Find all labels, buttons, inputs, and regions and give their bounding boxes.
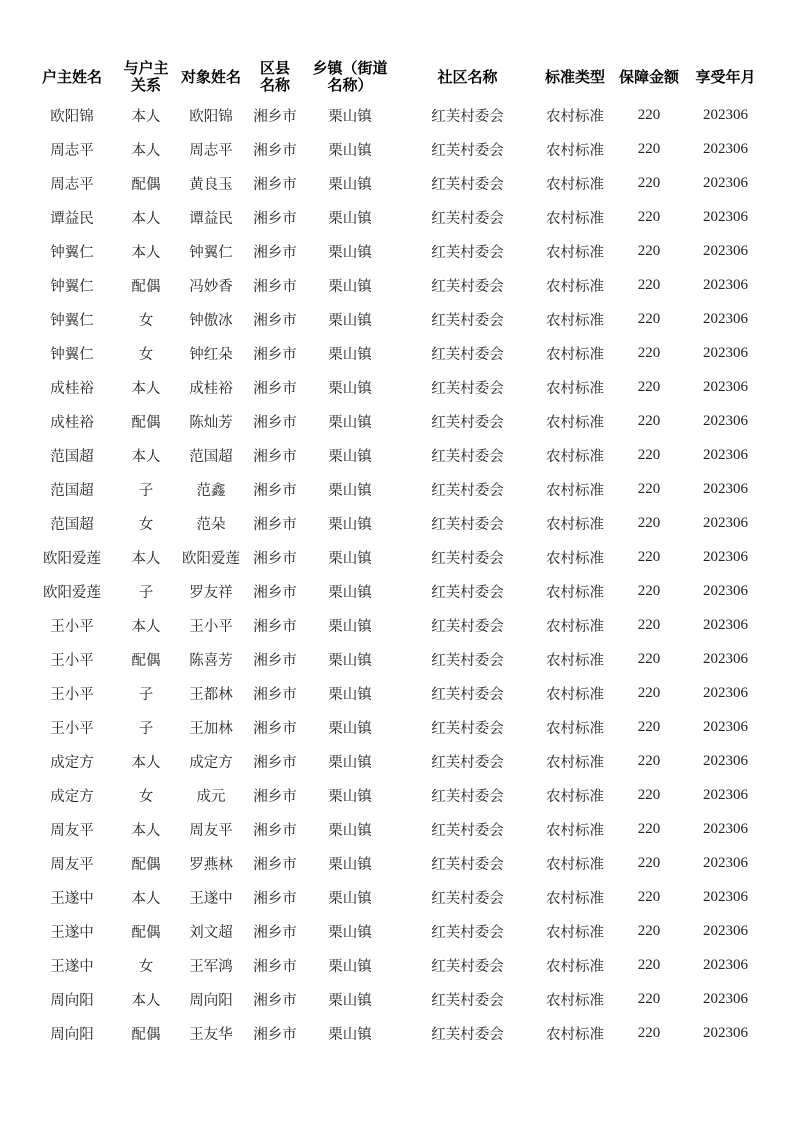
cell-community: 红芙村委会: [431, 1026, 504, 1043]
cell-recipient-name: 王友华: [189, 1026, 233, 1043]
cell-county: 湘乡市: [253, 482, 297, 499]
cell-township: 栗山镇: [328, 584, 372, 601]
cell-township: 栗山镇: [328, 822, 372, 839]
table-row: [24, 676, 768, 710]
table-row: [24, 608, 768, 642]
cell-recipient-name: 钟傲冰: [189, 312, 233, 329]
table-row: [24, 982, 768, 1016]
cell-month: 202306: [703, 684, 748, 701]
cell-community: 红芙村委会: [431, 958, 504, 975]
cell-community: 红芙村委会: [431, 108, 504, 125]
cell-relationship: 本人: [131, 754, 161, 771]
cell-standard-type: 农村标准: [546, 108, 604, 125]
table-row: [24, 812, 768, 846]
cell-amount: 220: [637, 276, 661, 293]
cell-township: 栗山镇: [328, 516, 372, 533]
cell-standard-type: 农村标准: [546, 890, 604, 907]
cell-recipient-name: 欧阳锦: [189, 108, 233, 125]
header-township: 乡镇（街道 名称）: [312, 59, 388, 94]
cell-county: 湘乡市: [253, 992, 297, 1009]
cell-month: 202306: [703, 956, 748, 973]
cell-household-head: 钟翼仁: [50, 346, 94, 363]
table-body: [24, 98, 768, 1050]
cell-amount: 220: [637, 820, 661, 837]
cell-standard-type: 农村标准: [546, 652, 604, 669]
cell-county: 湘乡市: [253, 142, 297, 159]
cell-amount: 220: [637, 412, 661, 429]
cell-recipient-name: 王都林: [189, 686, 233, 703]
subsidy-roster-table: [24, 56, 768, 1050]
cell-township: 栗山镇: [328, 210, 372, 227]
cell-standard-type: 农村标准: [546, 516, 604, 533]
cell-amount: 220: [637, 990, 661, 1007]
cell-county: 湘乡市: [253, 856, 297, 873]
cell-household-head: 周志平: [50, 142, 94, 159]
cell-relationship: 本人: [131, 992, 161, 1009]
cell-month: 202306: [703, 310, 748, 327]
cell-month: 202306: [703, 582, 748, 599]
cell-amount: 220: [637, 480, 661, 497]
cell-household-head: 王小平: [50, 686, 94, 703]
cell-amount: 220: [637, 752, 661, 769]
table-header-row: [24, 56, 768, 98]
cell-relationship: 女: [138, 312, 154, 329]
cell-county: 湘乡市: [253, 278, 297, 295]
cell-month: 202306: [703, 922, 748, 939]
cell-relationship: 本人: [131, 550, 161, 567]
cell-township: 栗山镇: [328, 890, 372, 907]
cell-relationship: 配偶: [131, 652, 161, 669]
table-row: [24, 234, 768, 268]
cell-community: 红芙村委会: [431, 380, 504, 397]
cell-community: 红芙村委会: [431, 686, 504, 703]
cell-community: 红芙村委会: [431, 856, 504, 873]
table-row: [24, 574, 768, 608]
cell-community: 红芙村委会: [431, 788, 504, 805]
cell-township: 栗山镇: [328, 448, 372, 465]
cell-recipient-name: 王军鸿: [189, 958, 233, 975]
cell-township: 栗山镇: [328, 380, 372, 397]
cell-recipient-name: 成元: [196, 788, 226, 805]
cell-household-head: 范国超: [50, 448, 94, 465]
cell-standard-type: 农村标准: [546, 958, 604, 975]
cell-township: 栗山镇: [328, 482, 372, 499]
cell-recipient-name: 罗燕林: [189, 856, 233, 873]
cell-amount: 220: [637, 684, 661, 701]
cell-community: 红芙村委会: [431, 720, 504, 737]
table-row: [24, 370, 768, 404]
cell-county: 湘乡市: [253, 346, 297, 363]
cell-county: 湘乡市: [253, 618, 297, 635]
cell-household-head: 王小平: [50, 652, 94, 669]
cell-county: 湘乡市: [253, 958, 297, 975]
table-row: [24, 472, 768, 506]
header-relationship: 与户主 关系: [123, 59, 169, 94]
cell-household-head: 成桂裕: [50, 414, 94, 431]
cell-month: 202306: [703, 616, 748, 633]
table-row: [24, 438, 768, 472]
cell-standard-type: 农村标准: [546, 788, 604, 805]
cell-relationship: 子: [138, 584, 154, 601]
cell-standard-type: 农村标准: [546, 448, 604, 465]
cell-county: 湘乡市: [253, 924, 297, 941]
cell-month: 202306: [703, 786, 748, 803]
cell-standard-type: 农村标准: [546, 924, 604, 941]
cell-county: 湘乡市: [253, 244, 297, 261]
cell-household-head: 欧阳爱莲: [43, 550, 101, 567]
header-household-head: 户主姓名: [41, 67, 102, 86]
cell-month: 202306: [703, 752, 748, 769]
cell-amount: 220: [637, 208, 661, 225]
cell-township: 栗山镇: [328, 312, 372, 329]
table-row: [24, 540, 768, 574]
cell-recipient-name: 刘文超: [189, 924, 233, 941]
cell-township: 栗山镇: [328, 686, 372, 703]
cell-household-head: 成桂裕: [50, 380, 94, 397]
cell-standard-type: 农村标准: [546, 312, 604, 329]
cell-township: 栗山镇: [328, 550, 372, 567]
cell-amount: 220: [637, 310, 661, 327]
cell-county: 湘乡市: [253, 1026, 297, 1043]
cell-community: 红芙村委会: [431, 448, 504, 465]
cell-community: 红芙村委会: [431, 992, 504, 1009]
cell-community: 红芙村委会: [431, 176, 504, 193]
cell-relationship: 配偶: [131, 414, 161, 431]
cell-standard-type: 农村标准: [546, 414, 604, 431]
header-recipient-name: 对象姓名: [180, 67, 241, 86]
cell-township: 栗山镇: [328, 176, 372, 193]
cell-recipient-name: 王小平: [189, 618, 233, 635]
cell-county: 湘乡市: [253, 652, 297, 669]
cell-county: 湘乡市: [253, 108, 297, 125]
cell-relationship: 配偶: [131, 924, 161, 941]
cell-county: 湘乡市: [253, 890, 297, 907]
cell-township: 栗山镇: [328, 278, 372, 295]
cell-recipient-name: 钟红朵: [189, 346, 233, 363]
cell-household-head: 周友平: [50, 822, 94, 839]
cell-county: 湘乡市: [253, 312, 297, 329]
table-row: [24, 710, 768, 744]
cell-household-head: 范国超: [50, 516, 94, 533]
cell-county: 湘乡市: [253, 550, 297, 567]
table-row: [24, 880, 768, 914]
cell-community: 红芙村委会: [431, 584, 504, 601]
cell-amount: 220: [637, 616, 661, 633]
header-month: 享受年月: [695, 67, 756, 86]
cell-amount: 220: [637, 106, 661, 123]
cell-standard-type: 农村标准: [546, 584, 604, 601]
cell-relationship: 配偶: [131, 176, 161, 193]
cell-standard-type: 农村标准: [546, 278, 604, 295]
cell-township: 栗山镇: [328, 958, 372, 975]
cell-recipient-name: 范国超: [189, 448, 233, 465]
cell-township: 栗山镇: [328, 414, 372, 431]
cell-household-head: 欧阳锦: [50, 108, 94, 125]
cell-community: 红芙村委会: [431, 482, 504, 499]
cell-township: 栗山镇: [328, 788, 372, 805]
cell-amount: 220: [637, 344, 661, 361]
cell-relationship: 本人: [131, 380, 161, 397]
cell-county: 湘乡市: [253, 380, 297, 397]
cell-county: 湘乡市: [253, 822, 297, 839]
cell-community: 红芙村委会: [431, 244, 504, 261]
cell-amount: 220: [637, 718, 661, 735]
cell-community: 红芙村委会: [431, 210, 504, 227]
cell-community: 红芙村委会: [431, 618, 504, 635]
cell-township: 栗山镇: [328, 720, 372, 737]
table-row: [24, 336, 768, 370]
table-row: [24, 846, 768, 880]
table-row: [24, 404, 768, 438]
cell-standard-type: 农村标准: [546, 176, 604, 193]
cell-recipient-name: 范鑫: [196, 482, 226, 499]
cell-recipient-name: 周志平: [189, 142, 233, 159]
cell-relationship: 配偶: [131, 278, 161, 295]
cell-standard-type: 农村标准: [546, 346, 604, 363]
cell-household-head: 王小平: [50, 618, 94, 635]
cell-amount: 220: [637, 786, 661, 803]
cell-standard-type: 农村标准: [546, 244, 604, 261]
cell-recipient-name: 王加林: [189, 720, 233, 737]
cell-standard-type: 农村标准: [546, 550, 604, 567]
cell-relationship: 本人: [131, 448, 161, 465]
cell-recipient-name: 周友平: [189, 822, 233, 839]
cell-relationship: 本人: [131, 822, 161, 839]
cell-month: 202306: [703, 344, 748, 361]
cell-amount: 220: [637, 174, 661, 191]
cell-relationship: 女: [138, 516, 154, 533]
table-row: [24, 948, 768, 982]
header-community: 社区名称: [437, 67, 498, 86]
cell-relationship: 女: [138, 788, 154, 805]
cell-county: 湘乡市: [253, 176, 297, 193]
cell-relationship: 本人: [131, 108, 161, 125]
cell-township: 栗山镇: [328, 924, 372, 941]
cell-amount: 220: [637, 582, 661, 599]
cell-month: 202306: [703, 514, 748, 531]
cell-household-head: 成定方: [50, 754, 94, 771]
cell-month: 202306: [703, 276, 748, 293]
cell-county: 湘乡市: [253, 686, 297, 703]
table-row: [24, 302, 768, 336]
cell-county: 湘乡市: [253, 720, 297, 737]
cell-recipient-name: 钟翼仁: [189, 244, 233, 261]
cell-household-head: 王遂中: [50, 958, 94, 975]
cell-month: 202306: [703, 412, 748, 429]
cell-amount: 220: [637, 446, 661, 463]
table-row: [24, 200, 768, 234]
cell-township: 栗山镇: [328, 346, 372, 363]
cell-recipient-name: 王遂中: [189, 890, 233, 907]
cell-household-head: 周友平: [50, 856, 94, 873]
cell-community: 红芙村委会: [431, 346, 504, 363]
cell-amount: 220: [637, 548, 661, 565]
cell-community: 红芙村委会: [431, 142, 504, 159]
cell-household-head: 谭益民: [50, 210, 94, 227]
cell-household-head: 欧阳爱莲: [43, 584, 101, 601]
cell-township: 栗山镇: [328, 108, 372, 125]
table-row: [24, 268, 768, 302]
cell-amount: 220: [637, 888, 661, 905]
cell-relationship: 女: [138, 346, 154, 363]
cell-amount: 220: [637, 922, 661, 939]
cell-month: 202306: [703, 174, 748, 191]
cell-relationship: 配偶: [131, 1026, 161, 1043]
cell-community: 红芙村委会: [431, 414, 504, 431]
header-amount: 保障金额: [618, 67, 679, 86]
cell-relationship: 女: [138, 958, 154, 975]
cell-standard-type: 农村标准: [546, 142, 604, 159]
cell-recipient-name: 周向阳: [189, 992, 233, 1009]
cell-household-head: 钟翼仁: [50, 312, 94, 329]
cell-amount: 220: [637, 956, 661, 973]
header-county: 区县 名称: [259, 59, 290, 94]
cell-standard-type: 农村标准: [546, 618, 604, 635]
cell-month: 202306: [703, 480, 748, 497]
cell-relationship: 配偶: [131, 856, 161, 873]
cell-township: 栗山镇: [328, 618, 372, 635]
cell-amount: 220: [637, 378, 661, 395]
table-row: [24, 98, 768, 132]
cell-standard-type: 农村标准: [546, 822, 604, 839]
cell-township: 栗山镇: [328, 754, 372, 771]
cell-county: 湘乡市: [253, 414, 297, 431]
cell-relationship: 本人: [131, 618, 161, 635]
cell-standard-type: 农村标准: [546, 380, 604, 397]
cell-month: 202306: [703, 548, 748, 565]
cell-community: 红芙村委会: [431, 550, 504, 567]
cell-month: 202306: [703, 208, 748, 225]
cell-month: 202306: [703, 990, 748, 1007]
cell-month: 202306: [703, 854, 748, 871]
cell-recipient-name: 欧阳爱莲: [182, 550, 240, 567]
table-row: [24, 642, 768, 676]
cell-household-head: 王小平: [50, 720, 94, 737]
cell-month: 202306: [703, 242, 748, 259]
table-row: [24, 914, 768, 948]
cell-township: 栗山镇: [328, 652, 372, 669]
cell-recipient-name: 陈灿芳: [189, 414, 233, 431]
cell-standard-type: 农村标准: [546, 482, 604, 499]
cell-amount: 220: [637, 514, 661, 531]
cell-amount: 220: [637, 1024, 661, 1041]
cell-county: 湘乡市: [253, 516, 297, 533]
table-row: [24, 132, 768, 166]
cell-county: 湘乡市: [253, 210, 297, 227]
cell-recipient-name: 罗友祥: [189, 584, 233, 601]
cell-month: 202306: [703, 446, 748, 463]
cell-household-head: 周向阳: [50, 1026, 94, 1043]
cell-recipient-name: 陈喜芳: [189, 652, 233, 669]
cell-amount: 220: [637, 854, 661, 871]
cell-standard-type: 农村标准: [546, 210, 604, 227]
cell-relationship: 本人: [131, 142, 161, 159]
cell-amount: 220: [637, 650, 661, 667]
cell-county: 湘乡市: [253, 584, 297, 601]
cell-standard-type: 农村标准: [546, 992, 604, 1009]
table-row: [24, 506, 768, 540]
cell-household-head: 钟翼仁: [50, 244, 94, 261]
cell-standard-type: 农村标准: [546, 720, 604, 737]
cell-county: 湘乡市: [253, 754, 297, 771]
cell-relationship: 本人: [131, 890, 161, 907]
table-row: [24, 744, 768, 778]
cell-month: 202306: [703, 106, 748, 123]
table-row: [24, 166, 768, 200]
cell-month: 202306: [703, 140, 748, 157]
table-row: [24, 1016, 768, 1050]
cell-community: 红芙村委会: [431, 754, 504, 771]
header-standard-type: 标准类型: [544, 67, 605, 86]
cell-township: 栗山镇: [328, 1026, 372, 1043]
cell-amount: 220: [637, 140, 661, 157]
cell-household-head: 王遂中: [50, 924, 94, 941]
cell-standard-type: 农村标准: [546, 1026, 604, 1043]
cell-recipient-name: 冯妙香: [189, 278, 233, 295]
cell-recipient-name: 黄良玉: [189, 176, 233, 193]
cell-month: 202306: [703, 1024, 748, 1041]
cell-community: 红芙村委会: [431, 890, 504, 907]
cell-township: 栗山镇: [328, 992, 372, 1009]
cell-month: 202306: [703, 888, 748, 905]
cell-household-head: 周向阳: [50, 992, 94, 1009]
cell-relationship: 本人: [131, 210, 161, 227]
cell-household-head: 成定方: [50, 788, 94, 805]
cell-township: 栗山镇: [328, 142, 372, 159]
cell-relationship: 子: [138, 720, 154, 737]
cell-community: 红芙村委会: [431, 822, 504, 839]
cell-community: 红芙村委会: [431, 924, 504, 941]
cell-recipient-name: 谭益民: [189, 210, 233, 227]
cell-amount: 220: [637, 242, 661, 259]
cell-month: 202306: [703, 378, 748, 395]
cell-month: 202306: [703, 820, 748, 837]
cell-household-head: 王遂中: [50, 890, 94, 907]
cell-relationship: 本人: [131, 244, 161, 261]
cell-relationship: 子: [138, 482, 154, 499]
cell-recipient-name: 范朵: [196, 516, 226, 533]
cell-recipient-name: 成定方: [189, 754, 233, 771]
table-row: [24, 778, 768, 812]
cell-county: 湘乡市: [253, 448, 297, 465]
cell-household-head: 钟翼仁: [50, 278, 94, 295]
cell-standard-type: 农村标准: [546, 686, 604, 703]
cell-month: 202306: [703, 650, 748, 667]
cell-community: 红芙村委会: [431, 652, 504, 669]
cell-relationship: 子: [138, 686, 154, 703]
cell-township: 栗山镇: [328, 856, 372, 873]
cell-household-head: 范国超: [50, 482, 94, 499]
cell-community: 红芙村委会: [431, 278, 504, 295]
cell-township: 栗山镇: [328, 244, 372, 261]
cell-month: 202306: [703, 718, 748, 735]
cell-community: 红芙村委会: [431, 516, 504, 533]
cell-household-head: 周志平: [50, 176, 94, 193]
cell-recipient-name: 成桂裕: [189, 380, 233, 397]
cell-standard-type: 农村标准: [546, 754, 604, 771]
cell-county: 湘乡市: [253, 788, 297, 805]
cell-community: 红芙村委会: [431, 312, 504, 329]
cell-standard-type: 农村标准: [546, 856, 604, 873]
